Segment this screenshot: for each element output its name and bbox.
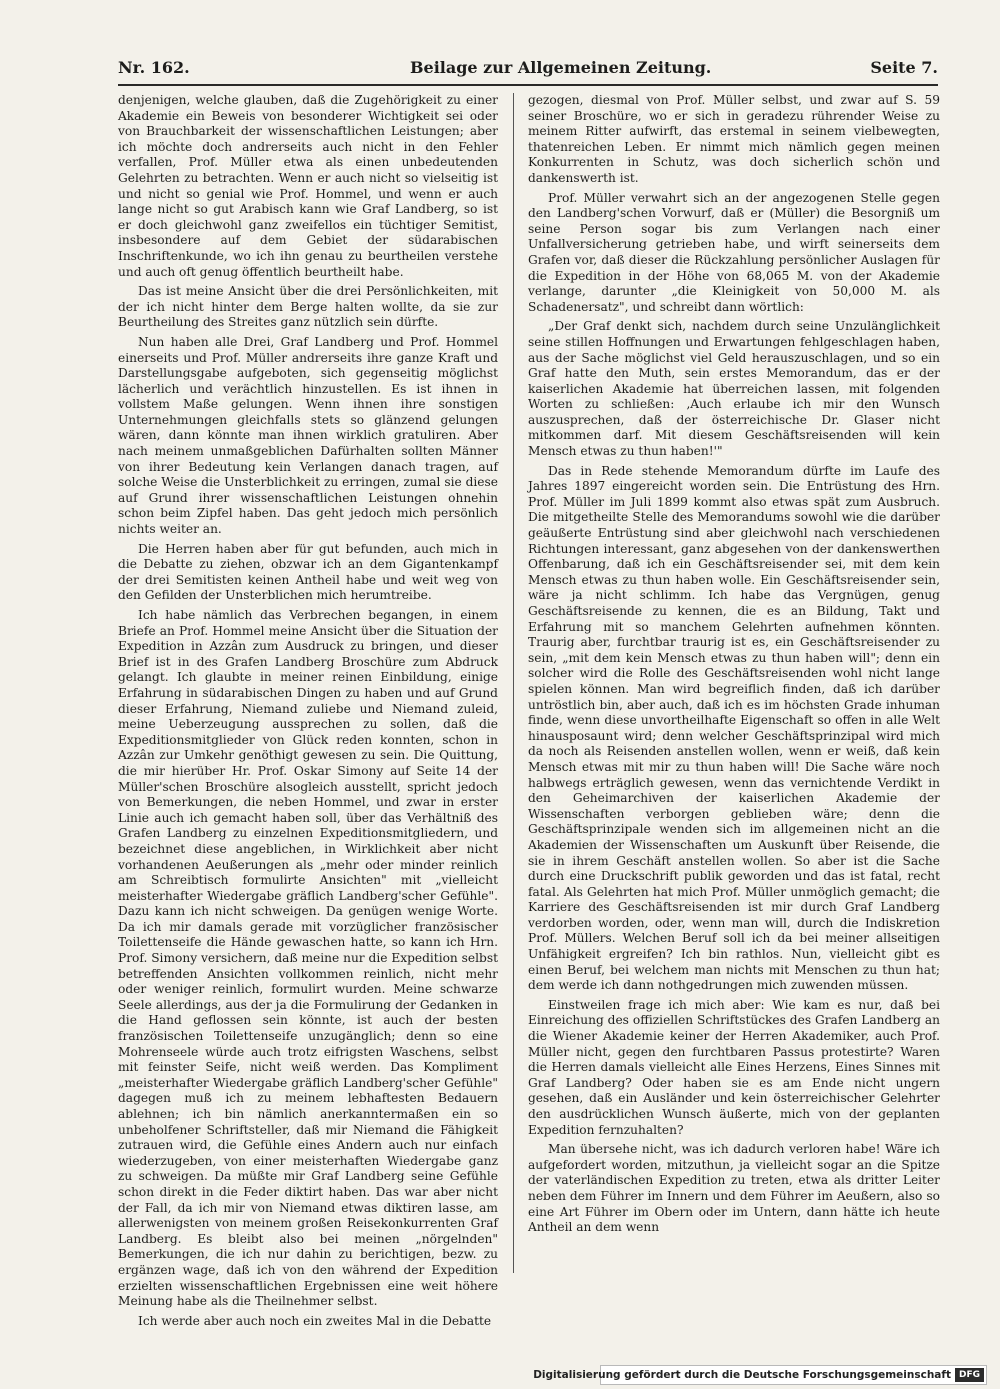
- paragraph: Das ist meine Ansicht über die drei Persönlichkeiten, mit der ich nicht hinter dem Berge halten wollte, da sie zur Beurtheilung des Streites ganz nützlich sein dürfte.: [118, 284, 498, 330]
- paragraph: Die Herren haben aber für gut befunden, auch mich in die Debatte zu ziehen, obzwar ich an dem Gigantenkampf der drei Semitisten keinen Antheil habe und weit weg von den Gefilden der Unsterblichen mich herumtreibe.: [118, 541, 498, 603]
- funding-credit-text: Digitalisierung gefördert durch die Deutsche Forschungsgemeinschaft: [533, 1369, 951, 1381]
- digitization-credit: [533, 1365, 987, 1385]
- paragraph: Man übersehe nicht, was ich dadurch verloren habe! Wäre ich aufgefordert worden, mitzuthun, ja vielleicht sogar an die Spitze der vaterländischen Expedition zu treten, etwa als dritter Leiter neben dem Führer im Innern und dem Führer im Aeußern, also so eine Art Führer im Obern oder im Untern, dann hätte ich heute Antheil an dem wenn: [528, 1142, 940, 1235]
- supplement-title: Beilage zur Allgemeinen Zeitung.: [410, 58, 712, 77]
- paragraph: denjenigen, welche glauben, daß die Zugehörigkeit zu einer Akademie ein Beweis von besonderer Wichtigkeit sei oder von Brauchbarkeit der wissenschaftlichen Leistungen; aber ich möchte doch andrerseits auch nicht in den Fehler verfallen, Prof. Müller etwa als einen unbedeutenden Gelehrten zu betrachten. Wenn er auch nicht so vielseitig ist und nicht so genial wie Prof. Hommel, und wenn er auch lange nicht so gut Arabisch kann wie Graf Landberg, so ist er doch gleichwohl ganz zweifellos ein tüchtiger Semitist, insbesondere auf dem Gebiet der südarabischen Inschriftenkunde, wo ich ihn genau zu beurtheilen verstehe und auch oft genug öffentlich beurtheilt habe.: [118, 93, 498, 279]
- paragraph: Prof. Müller verwahrt sich an der angezogenen Stelle gegen den Landberg'schen Vorwurf, daß er (Müller) die Besorgniß um seine Person sogar bis zum Verlangen nach einer Unfallversicherung getrieben habe, und wirft seinerseits dem Grafen vor, daß dieser die Rückzahlung persönlicher Auslagen für die Expedition in der Höhe von 68,065 M. von der Akademie verlange, darunter „die Kleinigkeit von 50,000 M. als Schadenersatz", und schreibt dann wörtlich:: [528, 190, 940, 314]
- header-rule: [118, 84, 938, 86]
- column-divider: [513, 93, 514, 1273]
- paragraph: gezogen, diesmal von Prof. Müller selbst, und zwar auf S. 59 seiner Broschüre, wo er sich in geradezu rührender Weise zu meinem Ritter aufwirft, das erstemal in seinem vielbewegten, thatenreichen Leben. Er nimmt mich nämlich gegen meinen Konkurrenten in Schutz, was doch sicherlich schön und dankenswerth ist.: [528, 93, 940, 185]
- quote-paragraph: „Der Graf denkt sich, nachdem durch seine Unzulänglichkeit seine stillen Hoffnungen und Erwartungen fehlgeschlagen haben, aus der Sache möglichst viel Geld herauszuschlagen, und so ein Graf hatte den Muth, sein erstes Memorandum, das er der kaiserlichen Akademie hat überreichen lassen, mit folgenden Worten zu schließen: ‚Auch erlaube ich mir den Wunsch auszusprechen, daß der österreichische Dr. Glaser nicht mitkommen darf. Mit diesem Geschäftsreisenden will kein Mensch etwas zu thun haben!'": [528, 319, 940, 459]
- paragraph: Einstweilen frage ich mich aber: Wie kam es nur, daß bei Einreichung des offiziellen Schriftstückes des Grafen Landberg an die Wiener Akademie keiner der Herren Akademiker, auch Prof. Müller nicht, gegen den furchtbaren Passus protestirte? Waren die Herren damals vielleicht alle Eines Herzens, Eines Sinnes mit Graf Landberg? Oder haben sie es am Ende nicht ungern gesehen, daß ein Ausländer und kein österreichischer Gelehrter den ausdrücklichen Wunsch äußerte, mich von der geplanten Expedition fernzuhalten?: [528, 997, 940, 1137]
- paragraph: Ich habe nämlich das Verbrechen begangen, in einem Briefe an Prof. Hommel meine Ansicht über die Situation der Expedition in Azzân zum Ausdruck zu bringen, und dieser Brief ist in des Grafen Landberg Broschüre zum Abdruck gelangt. Ich glaubte in meiner reinen Einbildung, einige Erfahrung in südarabischen Dingen zu haben und auf Grund dieser Erfahrung, Niemand zuliebe und Niemand zuleid, meine Ueberzeugung aussprechen zu sollen, daß die Expeditionsmitglieder von Glück reden konnten, schon in Azzân zur Umkehr genöthigt gewesen zu sein. Die Quittung, die mir hierüber Hr. Prof. Oskar Simony auf Seite 14 der Müller'schen Broschüre alsogleich ausstellt, spricht jedoch von Bemerkungen, die neben Hommel, und zwar in erster Linie auch ich gemacht haben soll, über das Verhältniß des Grafen Landberg zu einzelnen Expeditionsmitgliedern, und bezeichnet diese angeblichen, in Wirklichkeit aber nicht vorhandenen Aeußerungen als „mehr oder minder reinlich am Schreibtisch formulirte Ansichten" mit „vielleicht meisterhafter Wiedergabe gräflich Landberg'scher Gefühle". Dazu kann ich nicht schweigen. Da genügen wenige Worte. Da ich mir damals gerade mit vorzüglicher französischer Toilettenseife die Hände gewaschen hatte, so kann ich Hrn. Prof. Simony versichern, daß meine nur die Expedition selbst betreffenden Ansichten vollkommen reinlich, nicht mehr oder weniger reinlich, formulirt wurden. Meine schwarze Seele allerdings, aus der ja die Formulirung der Gedanken in die Hand geflossen sein könnte, ist auch der besten französischen Toilettenseife unzugänglich; denn so eine Mohrenseele würde auch trotz eifrigsten Waschens, selbst mit feinster Seife, nicht weiß werden. Das Kompliment „meisterhafter Wiedergabe gräflich Landberg'scher Gefühle" dagegen muß ich zu meinem lebhaftesten Bedauern ablehnen; ich bin nämlich anerkanntermaßen ein so unbeholfener Schriftsteller, daß mir Niemand die Fähigkeit zutrauen wird, die Gefühle eines Andern auch nur einfach wiederzugeben, von einer meisterhaften Wiedergabe ganz zu schweigen. Da müßte mir Graf Landberg seine Gefühle schon direkt in die Feder diktirt haben. Das war aber nicht der Fall, da ich mir von Niemand etwas diktiren lasse, am allerwenigsten von meinem großen Reisekonkurrenten Graf Landberg. Es bleibt also bei meinen „nörgelnden" Bemerkungen, die ich nur dahin zu berichtigen, bezw. zu ergänzen wage, daß ich von den während der Expedition erzielten wissenschaftlichen Ergebnissen eine weit höhere Meinung habe als die Theilnehmer selbst.: [118, 608, 498, 1309]
- paragraph: Nun haben alle Drei, Graf Landberg und Prof. Hommel einerseits und Prof. Müller andrerseits ihre ganze Kraft und Darstellungsgabe aufgeboten, sich gegenseitig möglichst lächerlich und verächtlich hinzustellen. Es ist ihnen in vollstem Maße gelungen. Wenn ihnen ihre sonstigen Unternehmungen gleichfalls stets so glänzend gelungen wären, dann könnte man ihnen wirklich gratuliren. Aber nach meinem unmaßgeblichen Dafürhalten sollten Männer von ihrer Bedeutung kein Verlangen danach tragen, auf solche Weise die Unsterblichkeit zu erringen, zumal sie diese auf Grund ihrer wissenschaftlichen Leistungen ohnehin schon beim Zipfel haben. Das geht jedoch mich persönlich nichts weiter an.: [118, 334, 498, 537]
- right-column: [528, 93, 940, 1273]
- page-number: Seite 7.: [870, 58, 938, 77]
- issue-number: Nr. 162.: [118, 58, 190, 77]
- left-column: [118, 93, 498, 1328]
- page-header: [118, 58, 938, 82]
- paragraph: Ich werde aber auch noch ein zweites Mal in die Debatte: [138, 1313, 492, 1328]
- paragraph: Das in Rede stehende Memorandum dürfte im Laufe des Jahres 1897 eingereicht worden sein. Die Entrüstung des Hrn. Prof. Müller im Juli 1899 kommt also etwas spät zum Ausbruch. Die mitgetheilte Stelle des Memorandums sowohl wie die darüber geäußerte Entrüstung sind aber gleichwohl nach verschiedenen Richtungen interessant, ganz abgesehen von der dankenswerthen Offenbarung, daß ich ein Geschäftsreisender sei, mit dem kein Mensch etwas zu thun haben wolle. Ein Geschäftsreisender sein, wäre ja nicht schlimm. Ich habe das Vergnügen, genug Geschäftsreisende zu kennen, die es an Bildung, Takt und Erfahrung mit so manchem Gelehrten aufnehmen könnten. Traurig aber, furchtbar traurig ist es, ein Geschäftsreisender zu sein, „mit dem kein Mensch etwas zu thun haben will"; denn ein solcher wird die Rolle des Geschäftsreisenden wohl nicht lange spielen können. Man wird begreiflich finden, daß ich darüber untröstlich bin, aber auch, daß ich es im höchsten Grade inhuman finde, wenn diese unvortheilhafte Eigenschaft so offen in alle Welt hinausposaunt wird; denn welcher Geschäftsprinzipal wird mich da noch als Reisenden anstellen wollen, wenn er weiß, daß kein Mensch etwas mit mir zu thun haben will! Die Sache wäre noch halbwegs erträglich gewesen, wenn das vernichtende Verdikt in den Geheimarchiven der kaiserlichen Akademie der Wissenschaften verborgen geblieben wäre; denn die Geschäftsprinzipale wenden sich im allgemeinen nicht an die Akademien der Wissenschaften um Auskunft über Reisende, die sie in ihrem Geschäft anstellen wollen. So aber ist die Sache durch eine Druckschrift publik geworden und das ist fatal, recht fatal. Als Gelehrten hat mich Prof. Müller unmöglich gemacht; die Karriere des Geschäftsreisenden ist mir durch Graf Landberg verdorben worden, oder, wenn man will, durch die Indiskretion Prof. Müllers. Welchen Beruf soll ich da bei meiner allseitigen Unfähigkeit ergreifen? Ich bin rathlos. Nun, vielleicht gibt es einen Beruf, bei welchem man nichts mit Menschen zu thun hat; dem werde ich dann nothgedrungen mich zuwenden müssen.: [528, 463, 940, 993]
- dfg-logo-icon: DFG: [955, 1368, 984, 1382]
